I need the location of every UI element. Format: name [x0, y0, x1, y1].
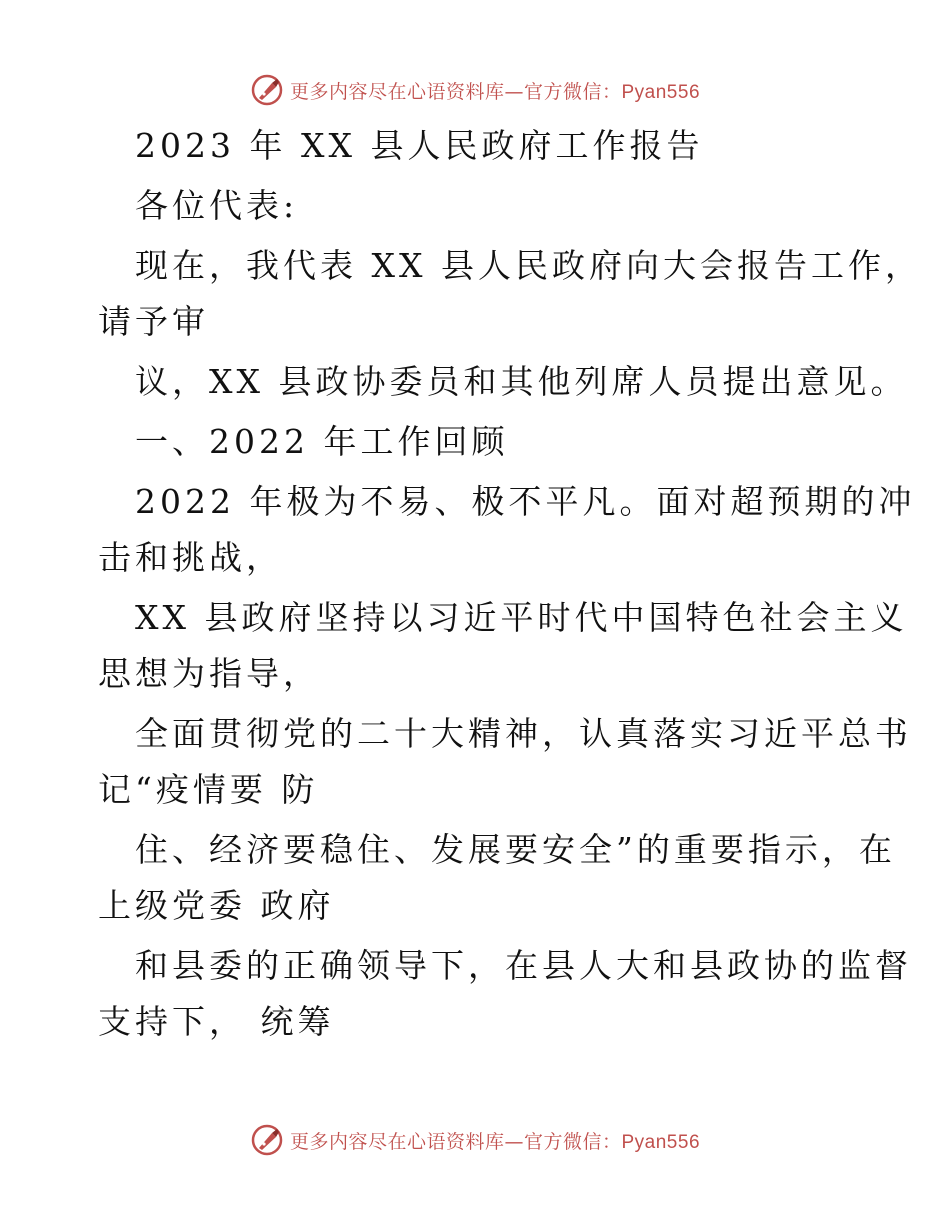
paragraph-line: 和县委的正确领导下，在县人大和县政协的监督: [135, 946, 912, 985]
header-watermark: [0, 70, 950, 110]
watermark-separator: —: [504, 80, 524, 103]
paragraph-line: 记“疫情要 防: [98, 770, 319, 809]
paragraph-line: 请予审: [98, 302, 209, 341]
watermark-wechat-label: 官方微信：: [523, 80, 622, 103]
paragraph-line: 全面贯彻党的二十大精神，认真落实习近平总书: [135, 714, 912, 753]
paragraph-line: XX 县政府坚持以习近平时代中国特色社会主义: [135, 598, 908, 637]
paragraph-line: 现在，我代表 XX 县人民政府向大会报告工作，: [135, 246, 922, 285]
paragraph-line: 思想为指导，: [98, 654, 320, 693]
watermark-wechat-id: Pyan556: [621, 1131, 701, 1153]
watermark-separator: —: [504, 1130, 524, 1153]
paragraph-line: 支持下， 统筹: [98, 1002, 335, 1041]
watermark-text: [290, 77, 700, 104]
watermark-text: [290, 1127, 700, 1154]
pen-nib-logo-icon: [250, 73, 284, 107]
watermark-wechat-id: Pyan556: [621, 81, 701, 103]
paragraph-line: 住、经济要稳住、发展要安全”的重要指示，在: [135, 830, 896, 869]
paragraph-line: 议，XX 县政协委员和其他列席人员提出意见。: [135, 362, 908, 401]
watermark-wechat-label: 官方微信：: [523, 1130, 622, 1153]
watermark-site-text: 更多内容尽在心语资料库: [289, 1130, 505, 1153]
watermark-site-text: 更多内容尽在心语资料库: [289, 80, 505, 103]
paragraph-line: 击和挑战，: [98, 538, 283, 577]
footer-watermark: [0, 1120, 950, 1160]
paragraph-line: 2022 年极为不易、极不平凡。面对超预期的冲: [135, 482, 916, 521]
salutation: 各位代表:: [135, 186, 299, 225]
paragraph-line: 上级党委 政府: [98, 886, 335, 925]
document-title: 2023 年 XX 县人民政府工作报告: [135, 126, 704, 165]
pen-nib-logo-icon: [250, 1123, 284, 1157]
section-heading: 一、2022 年工作回顾: [135, 422, 509, 461]
